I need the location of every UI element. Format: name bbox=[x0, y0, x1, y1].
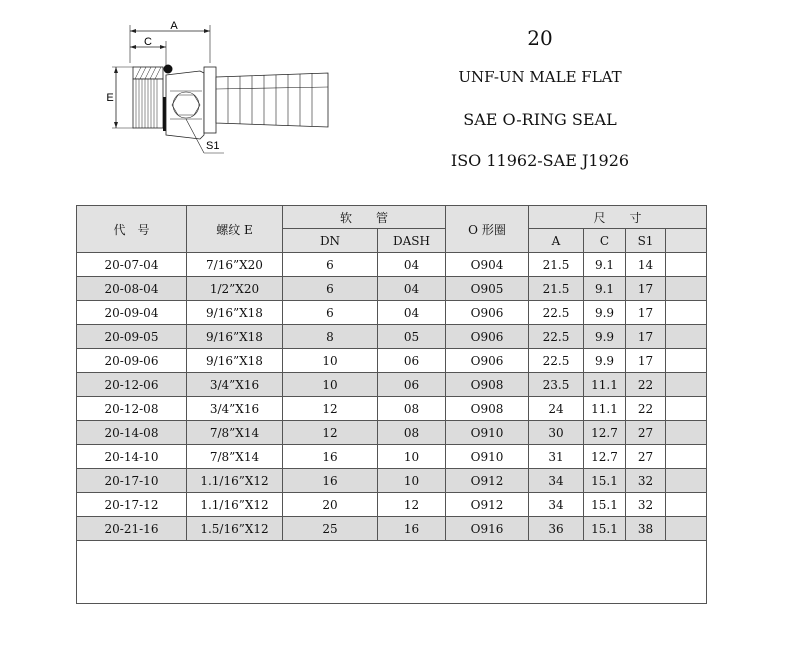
table-cell: 36 bbox=[529, 517, 584, 541]
table-cell: O908 bbox=[446, 373, 529, 397]
header-s1: S1 bbox=[626, 229, 666, 253]
table-cell: 15.1 bbox=[584, 493, 626, 517]
standard-title: ISO 11962-SAE J1926 bbox=[450, 151, 630, 170]
table-cell-empty bbox=[666, 349, 707, 373]
table-cell: 12 bbox=[378, 493, 446, 517]
table-row bbox=[77, 493, 707, 517]
table-cell: 12 bbox=[283, 421, 378, 445]
table-row bbox=[77, 325, 707, 349]
table-cell: 20-14-10 bbox=[77, 445, 187, 469]
table-cell: 20-17-10 bbox=[77, 469, 187, 493]
table-cell: 10 bbox=[283, 349, 378, 373]
table-cell: 15.1 bbox=[584, 469, 626, 493]
table-cell: 12 bbox=[283, 397, 378, 421]
table-cell: O908 bbox=[446, 397, 529, 421]
table-cell: O905 bbox=[446, 277, 529, 301]
table-cell: 9.9 bbox=[584, 301, 626, 325]
table-cell: 3/4”X16 bbox=[187, 373, 283, 397]
table-cell: 16 bbox=[283, 445, 378, 469]
header-a: A bbox=[529, 229, 584, 253]
header-dash: DASH bbox=[378, 229, 446, 253]
table-cell-empty bbox=[666, 301, 707, 325]
table-cell-empty bbox=[666, 277, 707, 301]
table-cell: 1.1/16”X12 bbox=[187, 493, 283, 517]
table-cell: 16 bbox=[378, 517, 446, 541]
table-cell: O906 bbox=[446, 301, 529, 325]
table-cell: 3/4”X16 bbox=[187, 397, 283, 421]
table-row bbox=[77, 253, 707, 277]
table-cell: 10 bbox=[378, 445, 446, 469]
dim-label-s1: S1 bbox=[206, 140, 220, 152]
table-cell: 22 bbox=[626, 373, 666, 397]
table-cell: 05 bbox=[378, 325, 446, 349]
table-cell: 22 bbox=[626, 397, 666, 421]
table-cell: 20 bbox=[283, 493, 378, 517]
table-cell: 20-09-05 bbox=[77, 325, 187, 349]
dim-label-e: E bbox=[106, 92, 114, 104]
table-cell: 6 bbox=[283, 301, 378, 325]
header-size: 尺 寸 bbox=[529, 206, 707, 229]
table-cell-empty bbox=[666, 373, 707, 397]
table-cell-empty bbox=[666, 493, 707, 517]
table-cell: 1.1/16”X12 bbox=[187, 469, 283, 493]
table-cell: 20-12-06 bbox=[77, 373, 187, 397]
table-cell: 11.1 bbox=[584, 373, 626, 397]
table-cell: 9/16”X18 bbox=[187, 301, 283, 325]
table-cell: 20-17-12 bbox=[77, 493, 187, 517]
table-cell: 31 bbox=[529, 445, 584, 469]
table-cell: O906 bbox=[446, 325, 529, 349]
table-cell: O912 bbox=[446, 469, 529, 493]
table-cell-empty bbox=[666, 253, 707, 277]
table-cell: 34 bbox=[529, 469, 584, 493]
table-cell: 17 bbox=[626, 325, 666, 349]
table-cell: 08 bbox=[378, 421, 446, 445]
header-thread: 螺纹 E bbox=[187, 206, 283, 253]
table-cell: 24 bbox=[529, 397, 584, 421]
table-cell: 27 bbox=[626, 421, 666, 445]
table-cell: 7/16”X20 bbox=[187, 253, 283, 277]
table-row bbox=[77, 277, 707, 301]
table-cell: 9.1 bbox=[584, 277, 626, 301]
table-cell: O916 bbox=[446, 517, 529, 541]
table-cell: 7/8”X14 bbox=[187, 421, 283, 445]
table-cell: 9.1 bbox=[584, 253, 626, 277]
seal-type-title: SAE O-RING SEAL bbox=[463, 110, 617, 129]
table-cell: O910 bbox=[446, 421, 529, 445]
table-cell: 9/16”X18 bbox=[187, 325, 283, 349]
table-cell: 06 bbox=[378, 373, 446, 397]
table-cell: 10 bbox=[283, 373, 378, 397]
table-cell-empty bbox=[666, 517, 707, 541]
header-empty bbox=[666, 229, 707, 253]
table-cell-empty bbox=[666, 397, 707, 421]
table-cell: 15.1 bbox=[584, 517, 626, 541]
table-cell-empty bbox=[666, 469, 707, 493]
header-dn: DN bbox=[283, 229, 378, 253]
table-cell: 20-07-04 bbox=[77, 253, 187, 277]
table-cell: 10 bbox=[378, 469, 446, 493]
table-cell: 22.5 bbox=[529, 349, 584, 373]
table-cell: O904 bbox=[446, 253, 529, 277]
table-cell: 9/16”X18 bbox=[187, 349, 283, 373]
table-cell: 21.5 bbox=[529, 253, 584, 277]
table-cell: 6 bbox=[283, 277, 378, 301]
table-cell: 12.7 bbox=[584, 421, 626, 445]
table-cell: 30 bbox=[529, 421, 584, 445]
header-c: C bbox=[584, 229, 626, 253]
table-row bbox=[77, 445, 707, 469]
table-cell-empty bbox=[666, 445, 707, 469]
table-cell: 17 bbox=[626, 277, 666, 301]
table-cell: 22.5 bbox=[529, 301, 584, 325]
thread-type-title: UNF-UN MALE FLAT bbox=[458, 68, 622, 86]
table-cell: 17 bbox=[626, 349, 666, 373]
table-cell: 04 bbox=[378, 253, 446, 277]
table-cell: 6 bbox=[283, 253, 378, 277]
table-cell: 23.5 bbox=[529, 373, 584, 397]
header-hose: 软 管 bbox=[283, 206, 446, 229]
table-cell: 22.5 bbox=[529, 325, 584, 349]
table-cell-empty bbox=[666, 421, 707, 445]
table-cell: 20-09-04 bbox=[77, 301, 187, 325]
table-cell: O906 bbox=[446, 349, 529, 373]
table-cell: 8 bbox=[283, 325, 378, 349]
table-cell: 38 bbox=[626, 517, 666, 541]
table-cell: 11.1 bbox=[584, 397, 626, 421]
table-cell: 1.5/16”X12 bbox=[187, 517, 283, 541]
dim-label-c: C bbox=[144, 36, 152, 48]
table-cell: 32 bbox=[626, 469, 666, 493]
spec-table bbox=[76, 205, 707, 604]
table-cell: 7/8”X14 bbox=[187, 445, 283, 469]
table-cell: 21.5 bbox=[529, 277, 584, 301]
table-row bbox=[77, 517, 707, 541]
table-cell: 27 bbox=[626, 445, 666, 469]
part-code-title: 20 bbox=[527, 26, 553, 50]
table-cell: 20-14-08 bbox=[77, 421, 187, 445]
table-cell-empty bbox=[666, 325, 707, 349]
table-row bbox=[77, 373, 707, 397]
table-cell: 20-12-08 bbox=[77, 397, 187, 421]
dim-label-a: A bbox=[170, 20, 178, 32]
table-row bbox=[77, 397, 707, 421]
table-cell: 12.7 bbox=[584, 445, 626, 469]
table-cell: 25 bbox=[283, 517, 378, 541]
table-cell: O912 bbox=[446, 493, 529, 517]
table-cell: 20-21-16 bbox=[77, 517, 187, 541]
table-blank-row bbox=[77, 541, 707, 604]
header-code: 代 号 bbox=[77, 206, 187, 253]
table-cell: 08 bbox=[378, 397, 446, 421]
table-cell: 32 bbox=[626, 493, 666, 517]
table-cell: 04 bbox=[378, 277, 446, 301]
table-row bbox=[77, 349, 707, 373]
table-row bbox=[77, 469, 707, 493]
fitting-drawing bbox=[100, 15, 340, 175]
table-cell: 04 bbox=[378, 301, 446, 325]
table-cell: 20-08-04 bbox=[77, 277, 187, 301]
table-row bbox=[77, 301, 707, 325]
table-cell: 34 bbox=[529, 493, 584, 517]
table-blank-cell bbox=[77, 541, 707, 604]
table-cell: 06 bbox=[378, 349, 446, 373]
header-oring: O 形圈 bbox=[446, 206, 529, 253]
table-cell: 14 bbox=[626, 253, 666, 277]
table-cell: O910 bbox=[446, 445, 529, 469]
table-cell: 17 bbox=[626, 301, 666, 325]
table-row bbox=[77, 421, 707, 445]
table-cell: 20-09-06 bbox=[77, 349, 187, 373]
table-cell: 9.9 bbox=[584, 325, 626, 349]
table-cell: 1/2”X20 bbox=[187, 277, 283, 301]
table-cell: 16 bbox=[283, 469, 378, 493]
table-cell: 9.9 bbox=[584, 349, 626, 373]
